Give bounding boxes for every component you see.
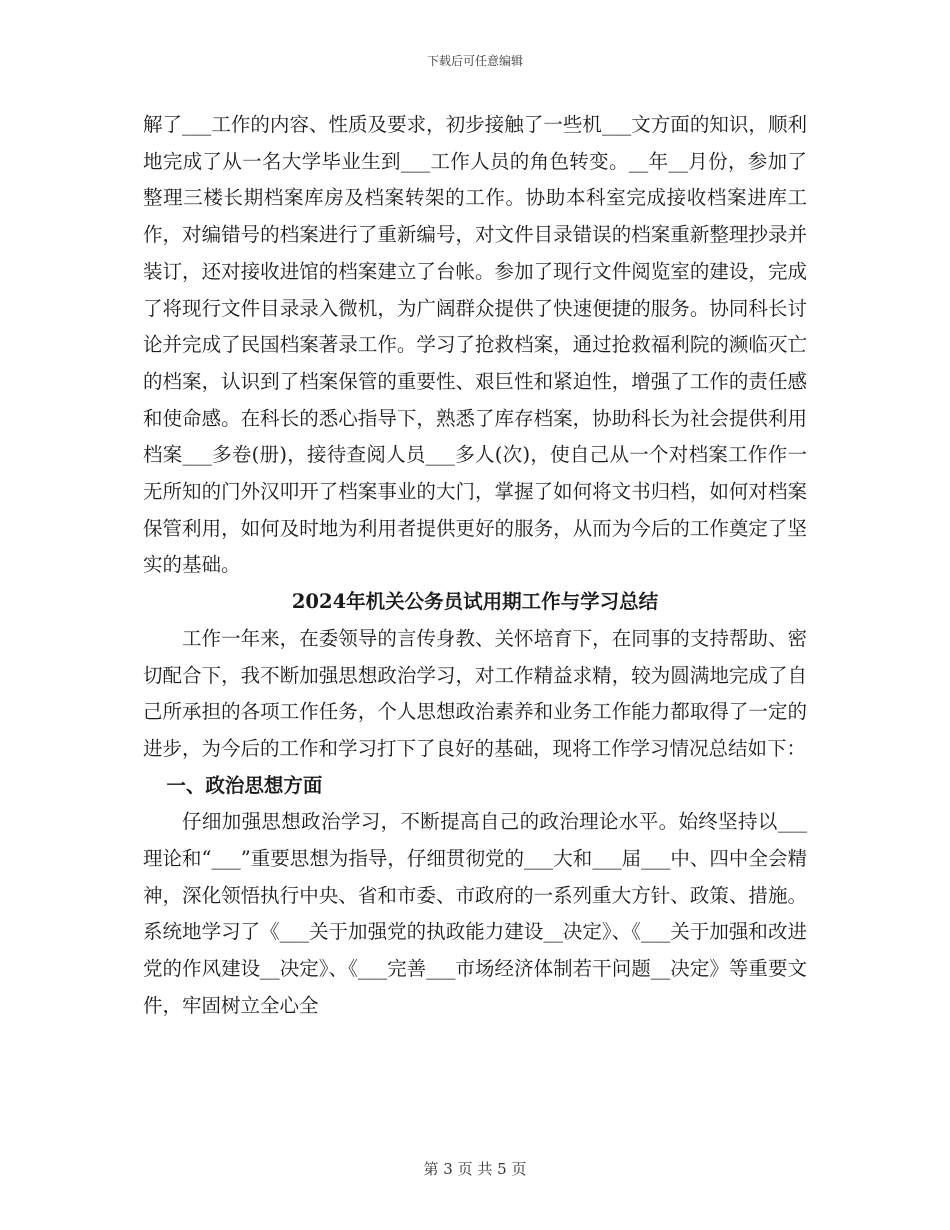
page-header: 下载后可任意编辑 bbox=[426, 54, 523, 68]
section-paragraph-political: 仔细加强思想政治学习，不断提高自己的政治理论水平。始终坚持以___理论和“___”重要思想为指导，仔细贯彻党的___大和___届___中、四中全会精神，深化领悟执行中央、省和市委、市政府的一系列重大方针、政策、措施。系统地学习了《___关于加强党的执政能力建设__决定》、《___关于加强和改进党的作风建设__决定》、《___完善___市场经济体制若干问题__决定》等重要文件，牢固树立全心全 bbox=[143, 810, 807, 1017]
intro-paragraph: 工作一年来，在委领导的言传身教、关怀培育下，在同事的支持帮助、密切配合下，我不断加强思想政治学习，对工作精益求精，较为圆满地完成了自己所承担的各项工作任务，个人思想政治素养和业务工作能力都取得了一定的进步，为今后的工作和学习打下了良好的基础，现将工作学习情况总结如下： bbox=[143, 626, 807, 760]
document-body bbox=[143, 107, 807, 1025]
paragraph-continued: 解了___工作的内容、性质及要求，初步接触了一些机___文方面的知识，顺利地完成了从一名大学毕业生到___工作人员的角色转变。__年__月份，参加了整理三楼长期档案库房及档案转架的工作。协助本科室完成接收档案进库工作，对编错号的档案进行了重新编号，对文件目录错误的档案重新整理抄录并装订，还对接收进馆的档案建立了台帐。参加了现行文件阅览室的建设，完成了将现行文件目录录入微机，为广阔群众提供了快速便捷的服务。协同科长讨论并完成了民国档案著录工作。学习了抢救档案，通过抢救福利院的濒临灭亡的档案，认识到了档案保管的重要性、艰巨性和紧迫性，增强了工作的责任感和使命感。在科长的悉心指导下，熟悉了库存档案，协助科长为社会提供利用档案___多卷(册)，接待查阅人员___多人(次)，使自己从一个对档案工作作一无所知的门外汉叩开了档案事业的大门，掌握了如何将文书归档，如何对档案保管利用，如何及时地为利用者提供更好的服务，从而为今后的工作奠定了坚实的基础。 bbox=[143, 113, 807, 577]
page-number: 第 3 页 共 5 页 bbox=[423, 1160, 527, 1178]
document-title: 2024年机关公务员试用期工作与学习总结 bbox=[291, 590, 659, 614]
section-heading-political: 一、政治思想方面 bbox=[166, 773, 323, 797]
